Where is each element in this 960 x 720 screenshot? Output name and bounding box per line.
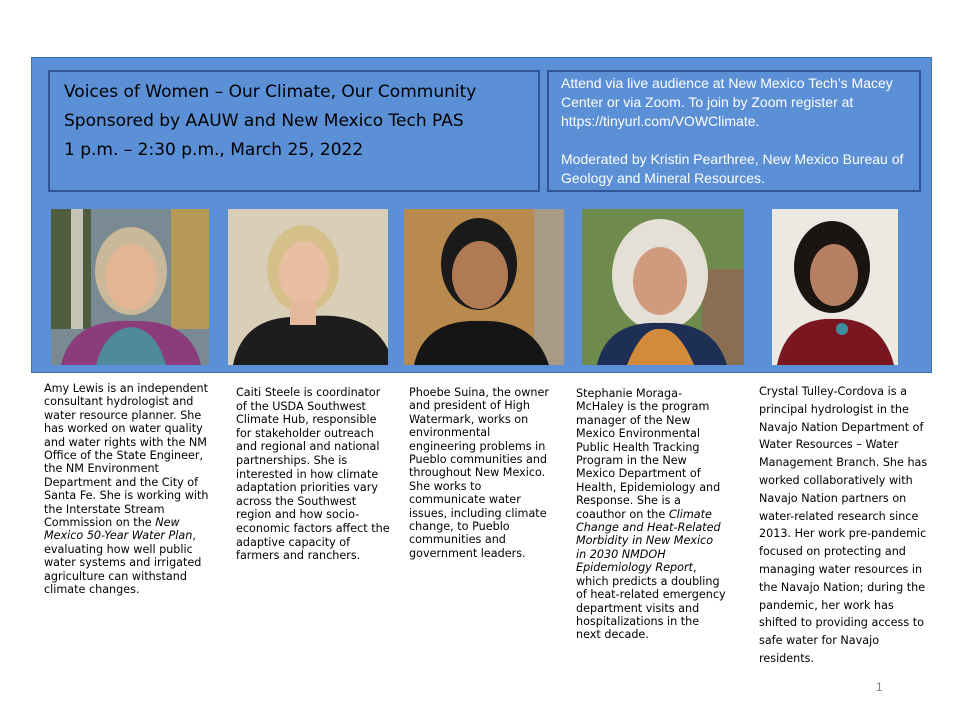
event-info-box xyxy=(547,70,921,192)
event-time: 1 p.m. – 2:30 p.m., March 25, 2022 xyxy=(64,140,364,160)
bio-stephanie-moraga-mchaley: Stephanie Moraga-McHaley is the program manager of the New Mexico Environmental Public Health Tracking Program in the New Mexico Department of Health, Epidemiology and Response. She is a coauthor on the Climate Change and Heat-Related Morbidity in New Mexico in 2030 NMDOH Epidemiology Report, which predicts a doubling of heat-related emergency department visits and hospitalizations in the next decade. xyxy=(576,387,726,642)
bio-phoebe-suina: Phoebe Suina, the owner and president of High Watermark, works on environmental engineering problems in Pueblo communities and throughout New Mexico. She works to communicate water issues, including climate change, to Pueblo communities and government leaders. xyxy=(409,386,549,560)
attendance-info: Attend via live audience at New Mexico Tech’s Macey Center or via Zoom. To join by Zoom register at https://tinyurl.com/VOWClimate. xyxy=(561,75,893,129)
event-sponsor: Sponsored by AAUW and New Mexico Tech PAS xyxy=(64,111,464,131)
photo-caiti-steele xyxy=(228,209,388,365)
event-title-box xyxy=(48,70,540,192)
bio-amy-lewis: Amy Lewis is an independent consultant hydrologist and water resource planner. She has worked on water quality and water rights with the NM Office of the State Engineer, the NM Environment Department and the City of Santa Fe. She is working with the Interstate Stream Commission on the New Mexico 50-Year Water Plan, evaluating how well public water systems and irrigated agriculture can withstand climate changes. xyxy=(44,382,209,597)
photo-amy-lewis xyxy=(51,209,209,365)
photo-crystal-tulley-cordova xyxy=(772,209,898,365)
photo-stephanie-moraga-mchaley xyxy=(582,209,744,365)
moderator-info: Moderated by Kristin Pearthree, New Mexico Bureau of Geology and Mineral Resources. xyxy=(561,151,904,186)
page-number: 1 xyxy=(876,680,883,694)
bio-caiti-steele: Caiti Steele is coordinator of the USDA Southwest Climate Hub, responsible for stakeholder outreach and regional and national partnerships. She is interested in how climate adaptation priorities vary across the Southwest region and how socio-economic factors affect the adaptive capacity of farmers and ranchers. xyxy=(236,386,390,563)
event-title: Voices of Women – Our Climate, Our Community xyxy=(64,82,477,102)
photo-phoebe-suina xyxy=(404,209,564,365)
bio-crystal-tulley-cordova: Crystal Tulley-Cordova is a principal hydrologist in the Navajo Nation Department of Water Resources – Water Management Branch. She has worked collaboratively with Navajo Nation partners on water-related research since 2013. Her work pre-pandemic focused on protecting and managing water resources in the Navajo Nation; during the pandemic, her work has shifted to providing access to safe water for Navajo residents. xyxy=(759,385,928,665)
